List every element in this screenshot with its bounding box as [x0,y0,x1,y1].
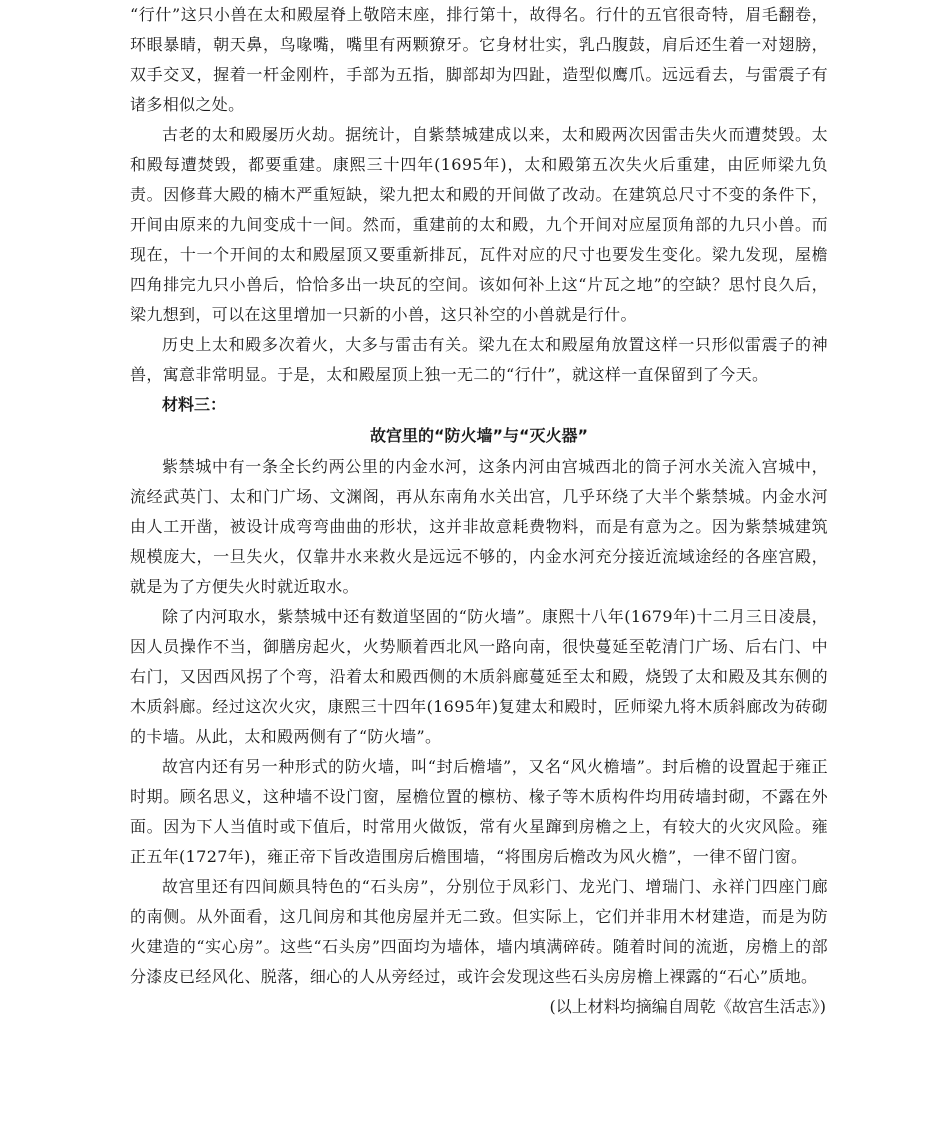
paragraph-firewall: 除了内河取水，紫禁城中还有数道坚固的“防火墙”。康熙十八年(1679年)十二月三日凌晨，因人员操作不当，御膳房起火，火势顺着西北风一路向南，很快蔓延至乾清门广场、后右门、中右门，又因西风拐了个弯，沿着太和殿西侧的木质斜廊蔓延至太和殿，烧毁了太和殿及其东侧的木质斜廊。经过这次火灾，康熙三十四年(1695年)复建太和殿时，匠师梁九将木质斜廊改为砖砌的卡墙。从此，太和殿两侧有了“防火墙”。 [130,607,828,746]
paragraph-fire-history: 古老的太和殿屡历火劫。据统计，自紫禁城建成以来，太和殿两次因雷击失火而遭焚毁。太和殿每遭焚毁，都要重建。康熙三十四年(1695年)，太和殿第五次失火后重建，由匠师梁九负责。因修葺大殿的楠木严重短缺，梁九把太和殿的开间做了改动。在建筑总尺寸不变的条件下，开间由原来的九间变成十一间。然而，重建前的太和殿，九个开间对应屋顶角部的九只小兽。而现在，十一个开间的太和殿屋顶又要重新排瓦，瓦件对应的尺寸也要发生变化。梁九发现，屋檐四角排完九只小兽后，恰恰多出一块瓦的空间。该如何补上这“片瓦之地”的空缺？思忖良久后，梁九想到，可以在这里增加一只新的小兽，这只补空的小兽就是行什。 [130,125,828,324]
section-title: 故宫里的“防火墙”与“灭火器” [369,426,589,445]
paragraph-golden-water-river: 紫禁城中有一条全长约两公里的内金水河，这条内河由宫城西北的筒子河水关流入宫城中，流经武英门、太和门广场、文渊阁，再从东南角水关出宫，几乎环绕了大半个紫禁城。内金水河由人工开凿，被设计成弯弯曲曲的形状，这并非故意耗费物料，而是有意为之。因为紫禁城建筑规模庞大，一旦失火，仅靠井水来救火是远远不够的，内金水河充分接近流域途经的各座宫殿，就是为了方便失火时就近取水。 [130,457,828,596]
paragraph-lightning-meaning: 历史上太和殿多次着火，大多与雷击有关。梁九在太和殿屋角放置这样一只形似雷震子的神兽，寓意非常明显。于是，太和殿屋顶上独一无二的“行什”，就这样一直保留到了今天。 [130,335,828,384]
paragraph-eave-wall: 故宫内还有另一种形式的防火墙，叫“封后檐墙”，又名“风火檐墙”。封后檐的设置起于雍正时期。顾名思义，这种墙不设门窗，屋檐位置的檩枋、椽子等木质构件均用砖墙封砌，不露在外面。因为下人当值时或下值后，时常用火做饭，常有火星蹿到房檐之上，有较大的火灾风险。雍正五年(1727年)，雍正帝下旨改造围房后檐围墙，“将围房后檐改为风火檐”，一律不留门窗。 [130,757,828,866]
paragraph-xingshi-description: “行什”这只小兽在太和殿屋脊上敬陪末座，排行第十，故得名。行什的五官很奇特，眉毛翻卷，环眼暴睛，朝天鼻，鸟喙嘴，嘴里有两颗獠牙。它身材壮实，乳凸腹鼓，肩后还生着一对翅膀，双手交叉，握着一杆金刚杵，手部为五指，脚部却为四趾，造型似鹰爪。远远看去，与雷震子有诸多相似之处。 [130,5,828,114]
paragraph-stone-houses: 故宫里还有四间颇具特色的“石头房”，分别位于凤彩门、龙光门、增瑞门、永祥门四座门廊的南侧。从外面看，这几间房和其他房屋并无二致。但实际上，它们并非用木材建造，而是为防火建造的“实心房”。这些“石头房”四面均为墙体，墙内填满碎砖。随着时间的流逝，房檐上的部分漆皮已经风化、脱落，细心的人从旁经过，或许会发现这些石头房房檐上裸露的“石心”质地。 [130,877,828,986]
material-label: 材料三： [162,395,227,414]
document-page [130,0,828,1137]
source-citation: (以上材料均摘编自周乾《故宫生活志》) [549,997,826,1016]
